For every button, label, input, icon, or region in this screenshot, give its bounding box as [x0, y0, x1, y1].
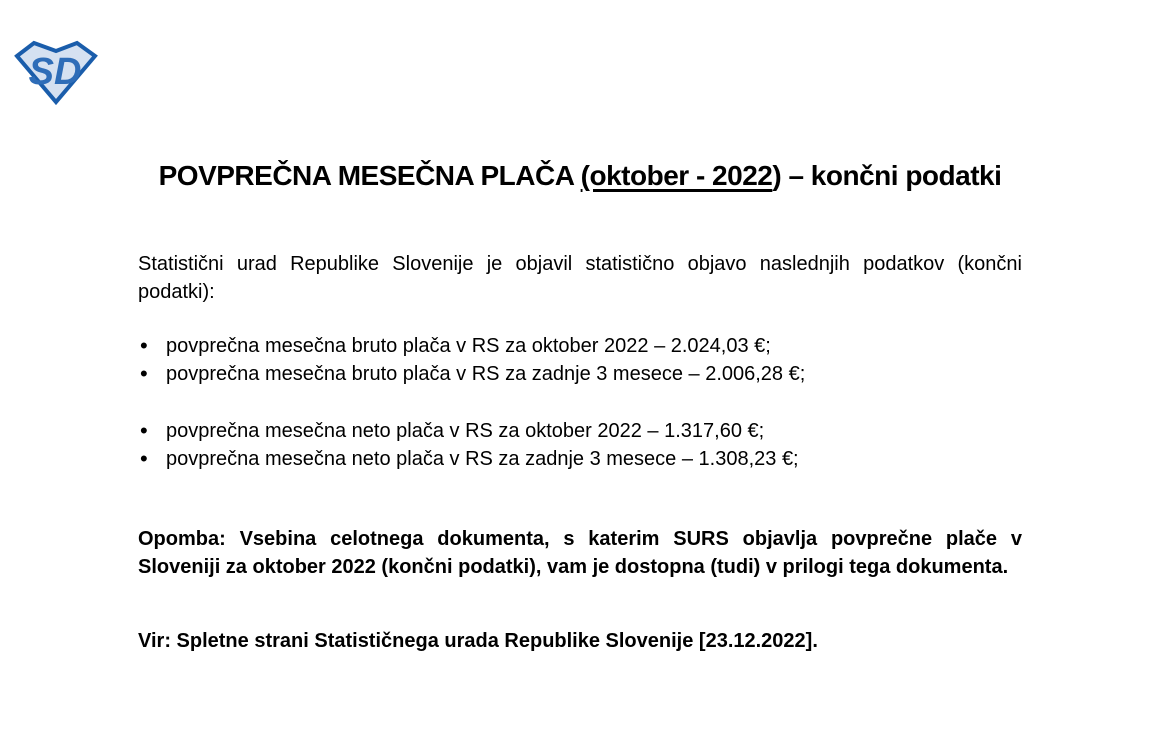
list-item [138, 332, 1022, 360]
logo-letters: SD [28, 51, 82, 93]
source-line: Vir: Spletne strani Statističnega urada Republike Slovenije [23.12.2022]. [138, 630, 818, 652]
sd-shield-icon [14, 38, 98, 106]
bullet-text-bruto-oktober: povprečna mesečna bruto plača v RS za oktober 2022 – 2.024,03 €; [166, 335, 771, 357]
title-underlined-period: (oktober - 2022 [580, 160, 773, 191]
list-item [138, 445, 1022, 473]
bruto-salary-list [138, 332, 1022, 388]
bullet-text-neto-oktober: povprečna mesečna neto plača v RS za oktober 2022 – 1.317,60 €; [166, 420, 765, 442]
note-paragraph: Opomba: Vsebina celotnega dokumenta, s katerim SURS objavlja povprečne plače v Sloveniji za oktober 2022 (končni podatki), vam je dostopna (tudi) v prilogi tega dokumenta. [138, 528, 1022, 578]
document-body [138, 0, 1022, 655]
title-suffix: ) – končni podatki [772, 160, 1002, 191]
intro-paragraph: Statistični urad Republike Slovenije je objavil statistično objavo naslednjih podatkov (končni podatki): [138, 253, 1022, 303]
list-item [138, 417, 1022, 445]
bullet-text-bruto-3-mesece: povprečna mesečna bruto plača v RS za zadnje 3 mesece – 2.006,28 €; [166, 363, 806, 385]
title-prefix: POVPREČNA MESEČNA PLAČA [158, 160, 581, 191]
bullet-text-neto-3-mesece: povprečna mesečna neto plača v RS za zadnje 3 mesece – 1.308,23 €; [166, 448, 799, 470]
list-item [138, 360, 1022, 388]
sd-logo [14, 38, 98, 106]
page-title [138, 160, 1022, 192]
neto-salary-list [138, 417, 1022, 473]
